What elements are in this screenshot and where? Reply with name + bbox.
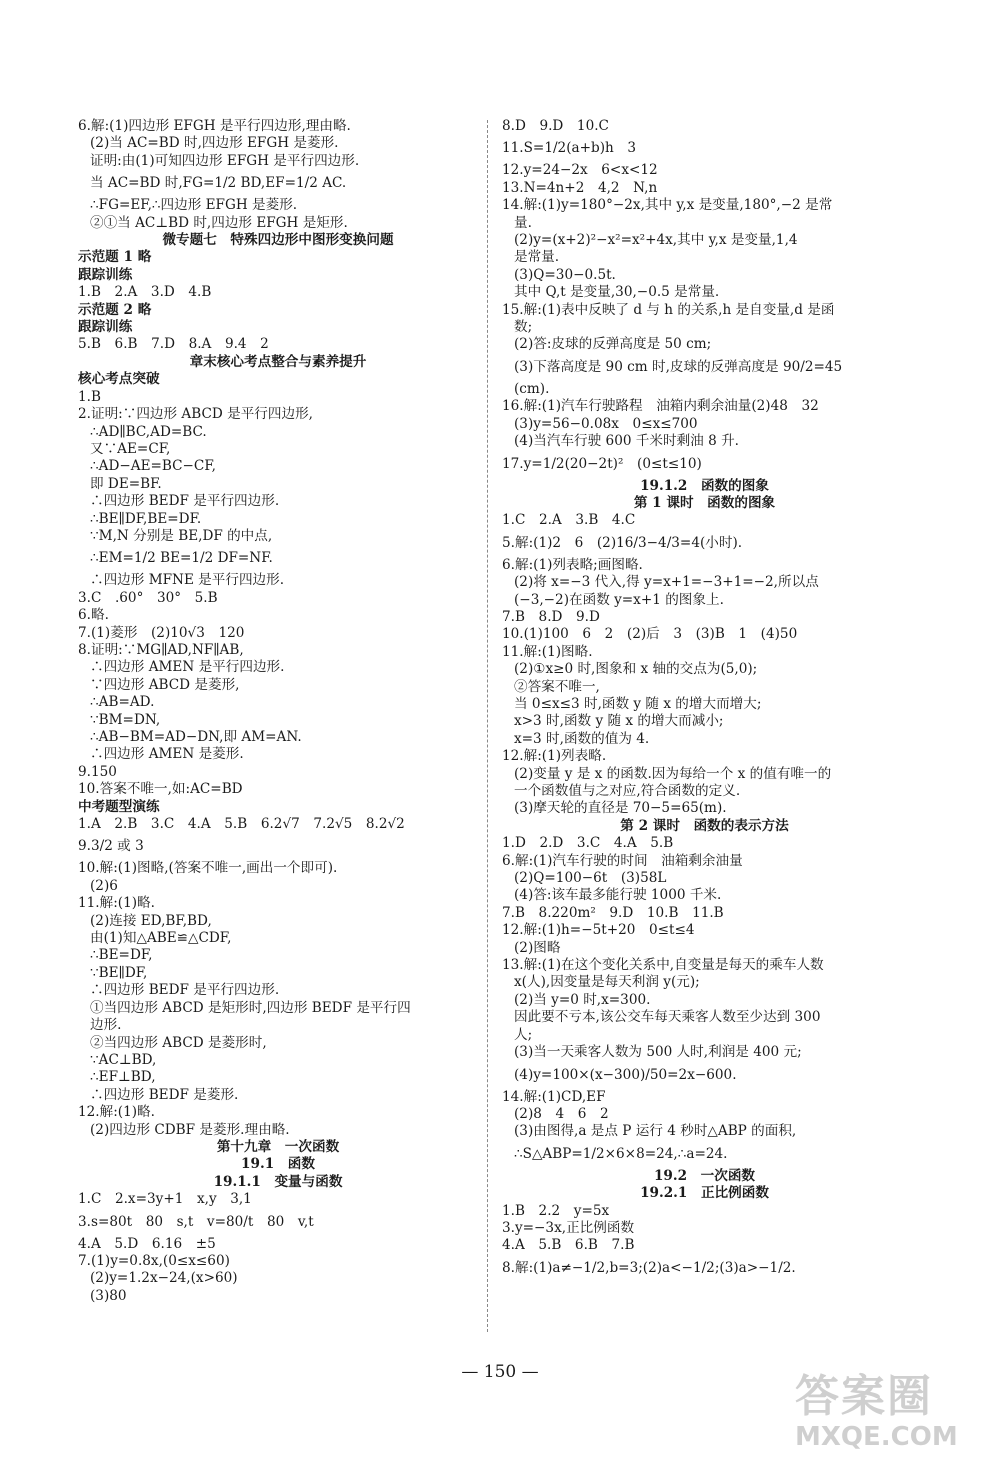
answer-line: 1.D 2.D 3.C 4.A 5.B bbox=[502, 835, 674, 852]
answer-line: 示范题 2 略 bbox=[78, 301, 152, 318]
answer-line: 6.解:(1)四边形 EFGH 是平行四边形,理由略. bbox=[78, 118, 351, 134]
answer-line: 5.解:(1)2 6 (2)16/3−4/3=4(小时). bbox=[502, 534, 743, 551]
answer-line: ∴四边形 AMEN 是平行四边形. bbox=[90, 659, 285, 676]
answer-line: (2)Q=100−6t (3)58L bbox=[514, 870, 667, 887]
answer-line: 19.2.1 正比例函数 bbox=[640, 1185, 769, 1202]
answer-line: 章末核心考点整合与素养提升 bbox=[189, 353, 367, 370]
answer-line: 16.解:(1)汽车行驶路程 油箱内剩余油量(2)48 32 bbox=[502, 398, 819, 415]
answer-line: 10.(1)100 6 2 (2)后 3 (3)B 1 (4)50 bbox=[502, 626, 798, 643]
answer-line: 跟踪训练 bbox=[78, 266, 133, 283]
watermark-logo bbox=[795, 1372, 985, 1462]
answer-line: 1.B 2.2 y=5x bbox=[502, 1202, 610, 1219]
answer-line: 1.B bbox=[78, 388, 101, 405]
answer-line: 12.解:(1)列表略. bbox=[502, 748, 607, 765]
answer-line: 第 2 课时 函数的表示方法 bbox=[620, 817, 789, 834]
answer-line: 19.1 函数 bbox=[241, 1156, 315, 1173]
answer-line: ∵四边形 ABCD 是菱形, bbox=[90, 676, 240, 693]
answer-line: ∴EF⊥BD, bbox=[90, 1069, 156, 1086]
answer-line: 12.解:(1)略. bbox=[78, 1104, 155, 1121]
answer-line: ∴四边形 AMEN 是菱形. bbox=[90, 746, 244, 763]
answer-line: ∴FG=EF,∴四边形 EFGH 是菱形. bbox=[90, 197, 298, 214]
answer-line: 11.S=1/2(a+b)h 3 bbox=[502, 140, 636, 157]
answer-line: 3.y=−3x,正比例函数 bbox=[502, 1219, 635, 1236]
answer-line: (4)当汽车行驶 600 千米时剩油 8 升. bbox=[514, 433, 739, 450]
answer-line: 当 AC=BD 时,FG=1/2 BD,EF=1/2 AC. bbox=[90, 175, 347, 192]
answer-line: (−3,−2)在函数 y=x+1 的图象上. bbox=[514, 591, 724, 608]
answer-line: 3.C .60° 30° 5.B bbox=[78, 589, 218, 606]
answer-line: ∵AC⊥BD, bbox=[90, 1051, 157, 1068]
answer-line: 10.答案不唯一,如:AC=BD bbox=[78, 781, 243, 798]
right-column bbox=[502, 118, 907, 1282]
answer-line: ②①当 AC⊥BD 时,四边形 EFGH 是矩形. bbox=[90, 214, 348, 231]
answer-line: (3)摩天轮的直径是 70−5=65(m). bbox=[514, 800, 727, 817]
answer-line: ∴AB−BM=AD−DN,即 AM=AN. bbox=[90, 729, 302, 745]
answer-line: x(人),因变量是每天利润 y(元); bbox=[514, 974, 700, 991]
answer-line: 13.N=4n+2 4,2 N,n bbox=[502, 179, 658, 196]
answer-line: 1.A 2.B 3.C 4.A 5.B 6.2√7 7.2√5 8.2√2 bbox=[78, 816, 405, 833]
answer-line: 19.1.2 函数的图象 bbox=[640, 477, 769, 494]
answer-line: ①当四边形 ABCD 是矩形时,四边形 BEDF 是平行四 bbox=[90, 999, 411, 1016]
answer-line: 中考题型演练 bbox=[78, 798, 160, 815]
answer-line: 又∵AE=CF, bbox=[90, 440, 171, 457]
answer-line: (cm). bbox=[514, 380, 550, 397]
answer-line: 5.B 6.B 7.D 8.A 9.4 2 bbox=[78, 336, 269, 353]
answer-line: 7.(1)y=0.8x,(0≤x≤60) bbox=[78, 1252, 230, 1269]
answer-line: ∴四边形 MFNE 是平行四边形. bbox=[90, 572, 285, 589]
answer-line: 9.3/2 或 3 bbox=[78, 838, 144, 855]
answer-line: (2)答:皮球的反弹高度是 50 cm; bbox=[514, 336, 712, 353]
answer-line: 14.解:(1)CD,EF bbox=[502, 1088, 606, 1105]
answer-line: 6.解:(1)汽车行驶的时间 油箱剩余油量 bbox=[502, 852, 743, 869]
answer-line: 17.y=1/2(20−2t)² (0≤t≤10) bbox=[502, 455, 702, 472]
answer-line: 4.A 5.D 6.16 ±5 bbox=[78, 1235, 216, 1252]
answer-line: ∴四边形 BEDF 是平行四边形. bbox=[90, 493, 280, 510]
answer-line: ∵BM=DN, bbox=[90, 711, 161, 728]
answer-line: 19.1.1 变量与函数 bbox=[213, 1173, 343, 1190]
answer-line: 人; bbox=[514, 1026, 533, 1043]
answer-line: (2)图略 bbox=[514, 939, 561, 956]
watermark-glyphs: 答案圈 bbox=[795, 1371, 933, 1422]
answer-line: (2)连接 ED,BF,BD, bbox=[90, 912, 212, 929]
answer-line: (2)8 4 6 2 bbox=[514, 1105, 609, 1122]
answer-line: (3)由图得,a 是点 P 运行 4 秒时△ABP 的面积, bbox=[514, 1123, 797, 1140]
answer-line: 11.解:(1)略. bbox=[78, 895, 155, 912]
answer-line: x>3 时,函数 y 随 x 的增大而减小; bbox=[514, 713, 724, 730]
answer-line: ∴四边形 BEDF 是菱形. bbox=[90, 1086, 239, 1103]
answer-line: ②答案不唯一, bbox=[514, 678, 600, 695]
answer-line: 4.A 5.B 6.B 7.B bbox=[502, 1237, 635, 1254]
answer-line: (3)Q=30−0.5t. bbox=[514, 266, 616, 283]
answer-line: 8.D 9.D 10.C bbox=[502, 118, 609, 134]
answer-line: 11.解:(1)图略. bbox=[502, 643, 593, 660]
answer-line: 示范题 1 略 bbox=[78, 249, 152, 266]
answer-line: ∴AB=AD. bbox=[90, 694, 155, 711]
answer-line: ∴BE∥DF,BE=DF. bbox=[90, 510, 202, 527]
answer-line: ∴BE=DF, bbox=[90, 947, 153, 964]
answer-line: 证明:由(1)可知四边形 EFGH 是平行四边形. bbox=[90, 152, 360, 169]
answer-line: (2)当 y=0 时,x=300. bbox=[514, 991, 651, 1008]
answer-line: 9.150 bbox=[78, 763, 117, 780]
answer-line: 是常量. bbox=[514, 249, 560, 266]
answer-line: 7.B 8.220m² 9.D 10.B 11.B bbox=[502, 904, 724, 921]
answer-line: 3.s=80t 80 s,t v=80/t 80 v,t bbox=[78, 1213, 314, 1230]
answer-line: 跟踪训练 bbox=[78, 319, 133, 336]
answer-line: ∴EM=1/2 BE=1/2 DF=NF. bbox=[90, 550, 273, 567]
answer-line: 量. bbox=[514, 214, 532, 231]
answer-line: 1.C 2.A 3.B 4.C bbox=[502, 512, 636, 529]
answer-line: 其中 Q,t 是变量,30,−0.5 是常量. bbox=[514, 284, 720, 301]
answer-line: 12.解:(1)h=−5t+20 0≤t≤4 bbox=[502, 922, 695, 939]
answer-line: (4)y=100×(x−300)/50=2x−600. bbox=[514, 1066, 737, 1083]
answer-line: ∴S△ABP=1/2×6×8=24,∴a=24. bbox=[514, 1145, 728, 1162]
answer-line: 当 0≤x≤3 时,函数 y 随 x 的增大而增大; bbox=[514, 695, 762, 712]
answer-line: 1.C 2.x=3y+1 x,y 3,1 bbox=[78, 1191, 252, 1208]
answer-line: 12.y=24−2x 6<x<12 bbox=[502, 162, 658, 179]
answer-line: ∵M,N 分别是 BE,DF 的中点, bbox=[90, 527, 273, 544]
answer-line: 8.证明:∵MG∥AD,NF∥AB, bbox=[78, 641, 244, 658]
answer-line: (4)答:该车最多能行驶 1000 千米. bbox=[514, 887, 722, 904]
answer-line: 6.解:(1)列表略;画图略. bbox=[502, 556, 643, 573]
answer-line: 7.(1)菱形 (2)10√3 120 bbox=[78, 624, 245, 641]
answer-line: 即 DE=BF. bbox=[90, 475, 162, 492]
answer-line: 由(1)知△ABE≌△CDF, bbox=[90, 930, 232, 947]
answer-line: (2)当 AC=BD 时,四边形 EFGH 是菱形. bbox=[90, 135, 339, 152]
answer-line: ②当四边形 ABCD 是菱形时, bbox=[90, 1034, 267, 1051]
answer-line: (2)y=1.2x−24,(x>60) bbox=[90, 1270, 238, 1287]
answer-line: (3)y=56−0.08x 0≤x≤700 bbox=[514, 415, 698, 432]
answer-line: ∵BE∥DF, bbox=[90, 964, 148, 981]
answer-line: 10.解:(1)图略,(答案不唯一,画出一个即可). bbox=[78, 860, 338, 877]
answer-line: (2)①x≥0 时,图象和 x 轴的交点为(5,0); bbox=[514, 661, 758, 678]
answer-line: 因此要不亏本,该公交车每天乘客人数至少达到 300 bbox=[514, 1009, 821, 1026]
answer-line: 8.解:(1)a≠−1/2,b=3;(2)a<−1/2;(3)a>−1/2. bbox=[502, 1259, 796, 1276]
answer-line: 1.B 2.A 3.D 4.B bbox=[78, 284, 212, 301]
answer-line: 微专题七 特殊四边形中图形变换问题 bbox=[162, 232, 394, 249]
answer-line: 19.2 一次函数 bbox=[653, 1167, 756, 1184]
answer-line: 数; bbox=[514, 319, 533, 336]
answer-line: ∴四边形 BEDF 是平行四边形. bbox=[90, 982, 280, 999]
answer-line: (3)80 bbox=[90, 1287, 127, 1304]
answer-line: 13.解:(1)在这个变化关系中,自变量是每天的乘车人数 bbox=[502, 957, 824, 974]
answer-line: 第十九章 一次函数 bbox=[216, 1138, 340, 1155]
answer-line: (2)变量 y 是 x 的函数.因为每给一个 x 的值有唯一的 bbox=[514, 765, 832, 782]
answer-line: x=3 时,函数的值为 4. bbox=[514, 730, 650, 747]
column-divider bbox=[487, 120, 488, 1332]
answer-line: 核心考点突破 bbox=[78, 371, 160, 388]
answer-line: (2)四边形 CDBF 是菱形.理由略. bbox=[90, 1121, 290, 1138]
answer-line: (3)当一天乘客人数为 500 人时,利润是 400 元; bbox=[514, 1044, 802, 1061]
answer-line: (2)6 bbox=[90, 877, 118, 894]
answer-line: 6.略. bbox=[78, 607, 109, 624]
answer-line: (2)y=(x+2)²−x²=x²+4x,其中 y,x 是变量,1,4 bbox=[514, 232, 798, 249]
answer-line: (3)下落高度是 90 cm 时,皮球的反弹高度是 90/2=45 bbox=[514, 358, 843, 375]
watermark-url: MXQE.COM bbox=[795, 1422, 958, 1452]
answer-line: 15.解:(1)表中反映了 d 与 h 的关系,h 是自变量,d 是函 bbox=[502, 301, 835, 318]
answer-line: 边形. bbox=[90, 1017, 122, 1034]
answer-line: 7.B 8.D 9.D bbox=[502, 608, 600, 625]
answer-line: 一个函数值与之对应,符合函数的定义. bbox=[514, 783, 741, 799]
page-number: — 150 — bbox=[461, 1362, 539, 1382]
answer-line: 14.解:(1)y=180°−2x,其中 y,x 是变量,180°,−2 是常 bbox=[502, 197, 833, 214]
answer-line: (2)将 x=−3 代入,得 y=x+1=−3+1=−2,所以点 bbox=[514, 574, 819, 591]
left-column bbox=[78, 118, 478, 1305]
answer-line: ∴AD∥BC,AD=BC. bbox=[90, 423, 207, 440]
answer-line: 第 1 课时 函数的图象 bbox=[633, 494, 776, 511]
answer-line: ∴AD−AE=BC−CF, bbox=[90, 458, 216, 475]
answer-line: 2.证明:∵四边形 ABCD 是平行四边形, bbox=[78, 406, 313, 423]
